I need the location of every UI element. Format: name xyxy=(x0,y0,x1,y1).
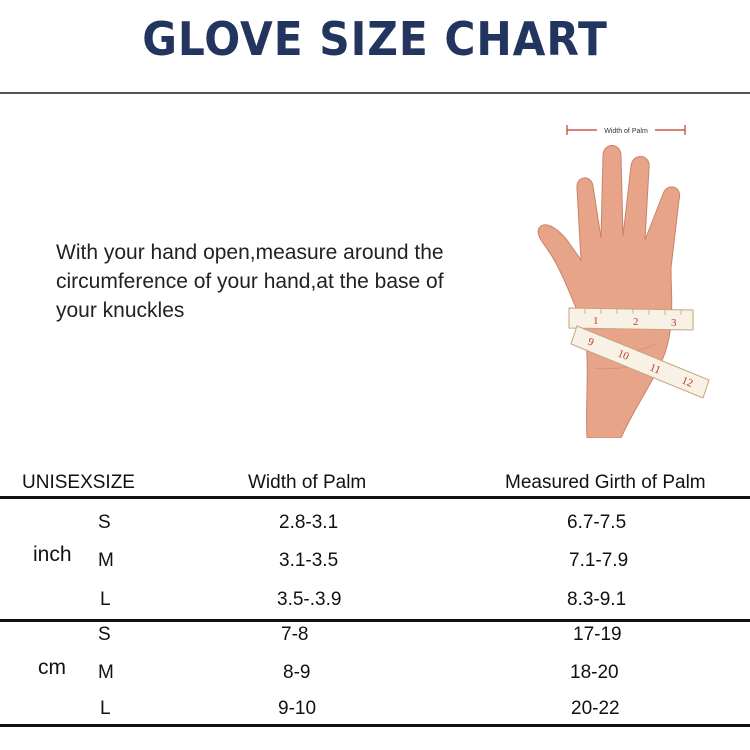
palm-girth-value: 6.7-7.5 xyxy=(567,512,627,533)
palm-width-value: 2.8-3.1 xyxy=(279,512,339,533)
measure-instructions: With your hand open,measure around the circumference of your hand,at the base of your knuckles xyxy=(56,241,444,322)
tape-number: 9 xyxy=(585,335,596,349)
header-width-of-palm: Width of Palm xyxy=(248,472,367,493)
palm-width-value: 8-9 xyxy=(283,662,311,683)
palm-girth-value: 20-22 xyxy=(571,698,620,719)
palm-width-value: 9-10 xyxy=(278,698,317,719)
tape-number: 1 xyxy=(593,315,599,327)
tape-number: 12 xyxy=(679,374,695,390)
size-label: L xyxy=(100,589,111,610)
width-of-palm-label: Width of Palm xyxy=(604,128,648,135)
header-unisex-size: UNISEXSIZE xyxy=(22,472,135,493)
page-title: GLOVE SIZE CHART xyxy=(142,12,608,66)
size-label: S xyxy=(98,512,111,533)
unit-divider xyxy=(0,619,750,622)
size-label: M xyxy=(98,662,114,683)
tape-number: 11 xyxy=(647,361,663,377)
size-label: M xyxy=(98,550,114,571)
unit-label-inch: inch xyxy=(33,543,72,566)
size-label: L xyxy=(100,698,111,719)
size-label: S xyxy=(98,624,111,645)
palm-girth-value: 18-20 xyxy=(570,662,619,683)
header-divider xyxy=(0,496,750,499)
hand-icon xyxy=(538,146,680,439)
palm-girth-value: 8.3-9.1 xyxy=(567,589,627,610)
palm-width-value: 3.1-3.5 xyxy=(279,550,339,571)
palm-width-value: 3.5-.3.9 xyxy=(277,589,342,610)
tape-number: 3 xyxy=(671,317,677,329)
header-girth-of-palm: Measured Girth of Palm xyxy=(505,472,706,493)
tape-number: 2 xyxy=(633,316,639,328)
unit-label-cm: cm xyxy=(38,656,66,679)
palm-girth-value: 7.1-7.9 xyxy=(569,550,629,571)
table-bottom-rule xyxy=(0,724,750,727)
title-divider xyxy=(0,92,750,94)
tape-number: 10 xyxy=(615,347,631,363)
hand-measurement-illustration xyxy=(525,118,735,438)
width-of-palm-indicator xyxy=(567,124,685,136)
palm-width-value: 7-8 xyxy=(281,624,309,645)
palm-girth-value: 17-19 xyxy=(573,624,622,645)
